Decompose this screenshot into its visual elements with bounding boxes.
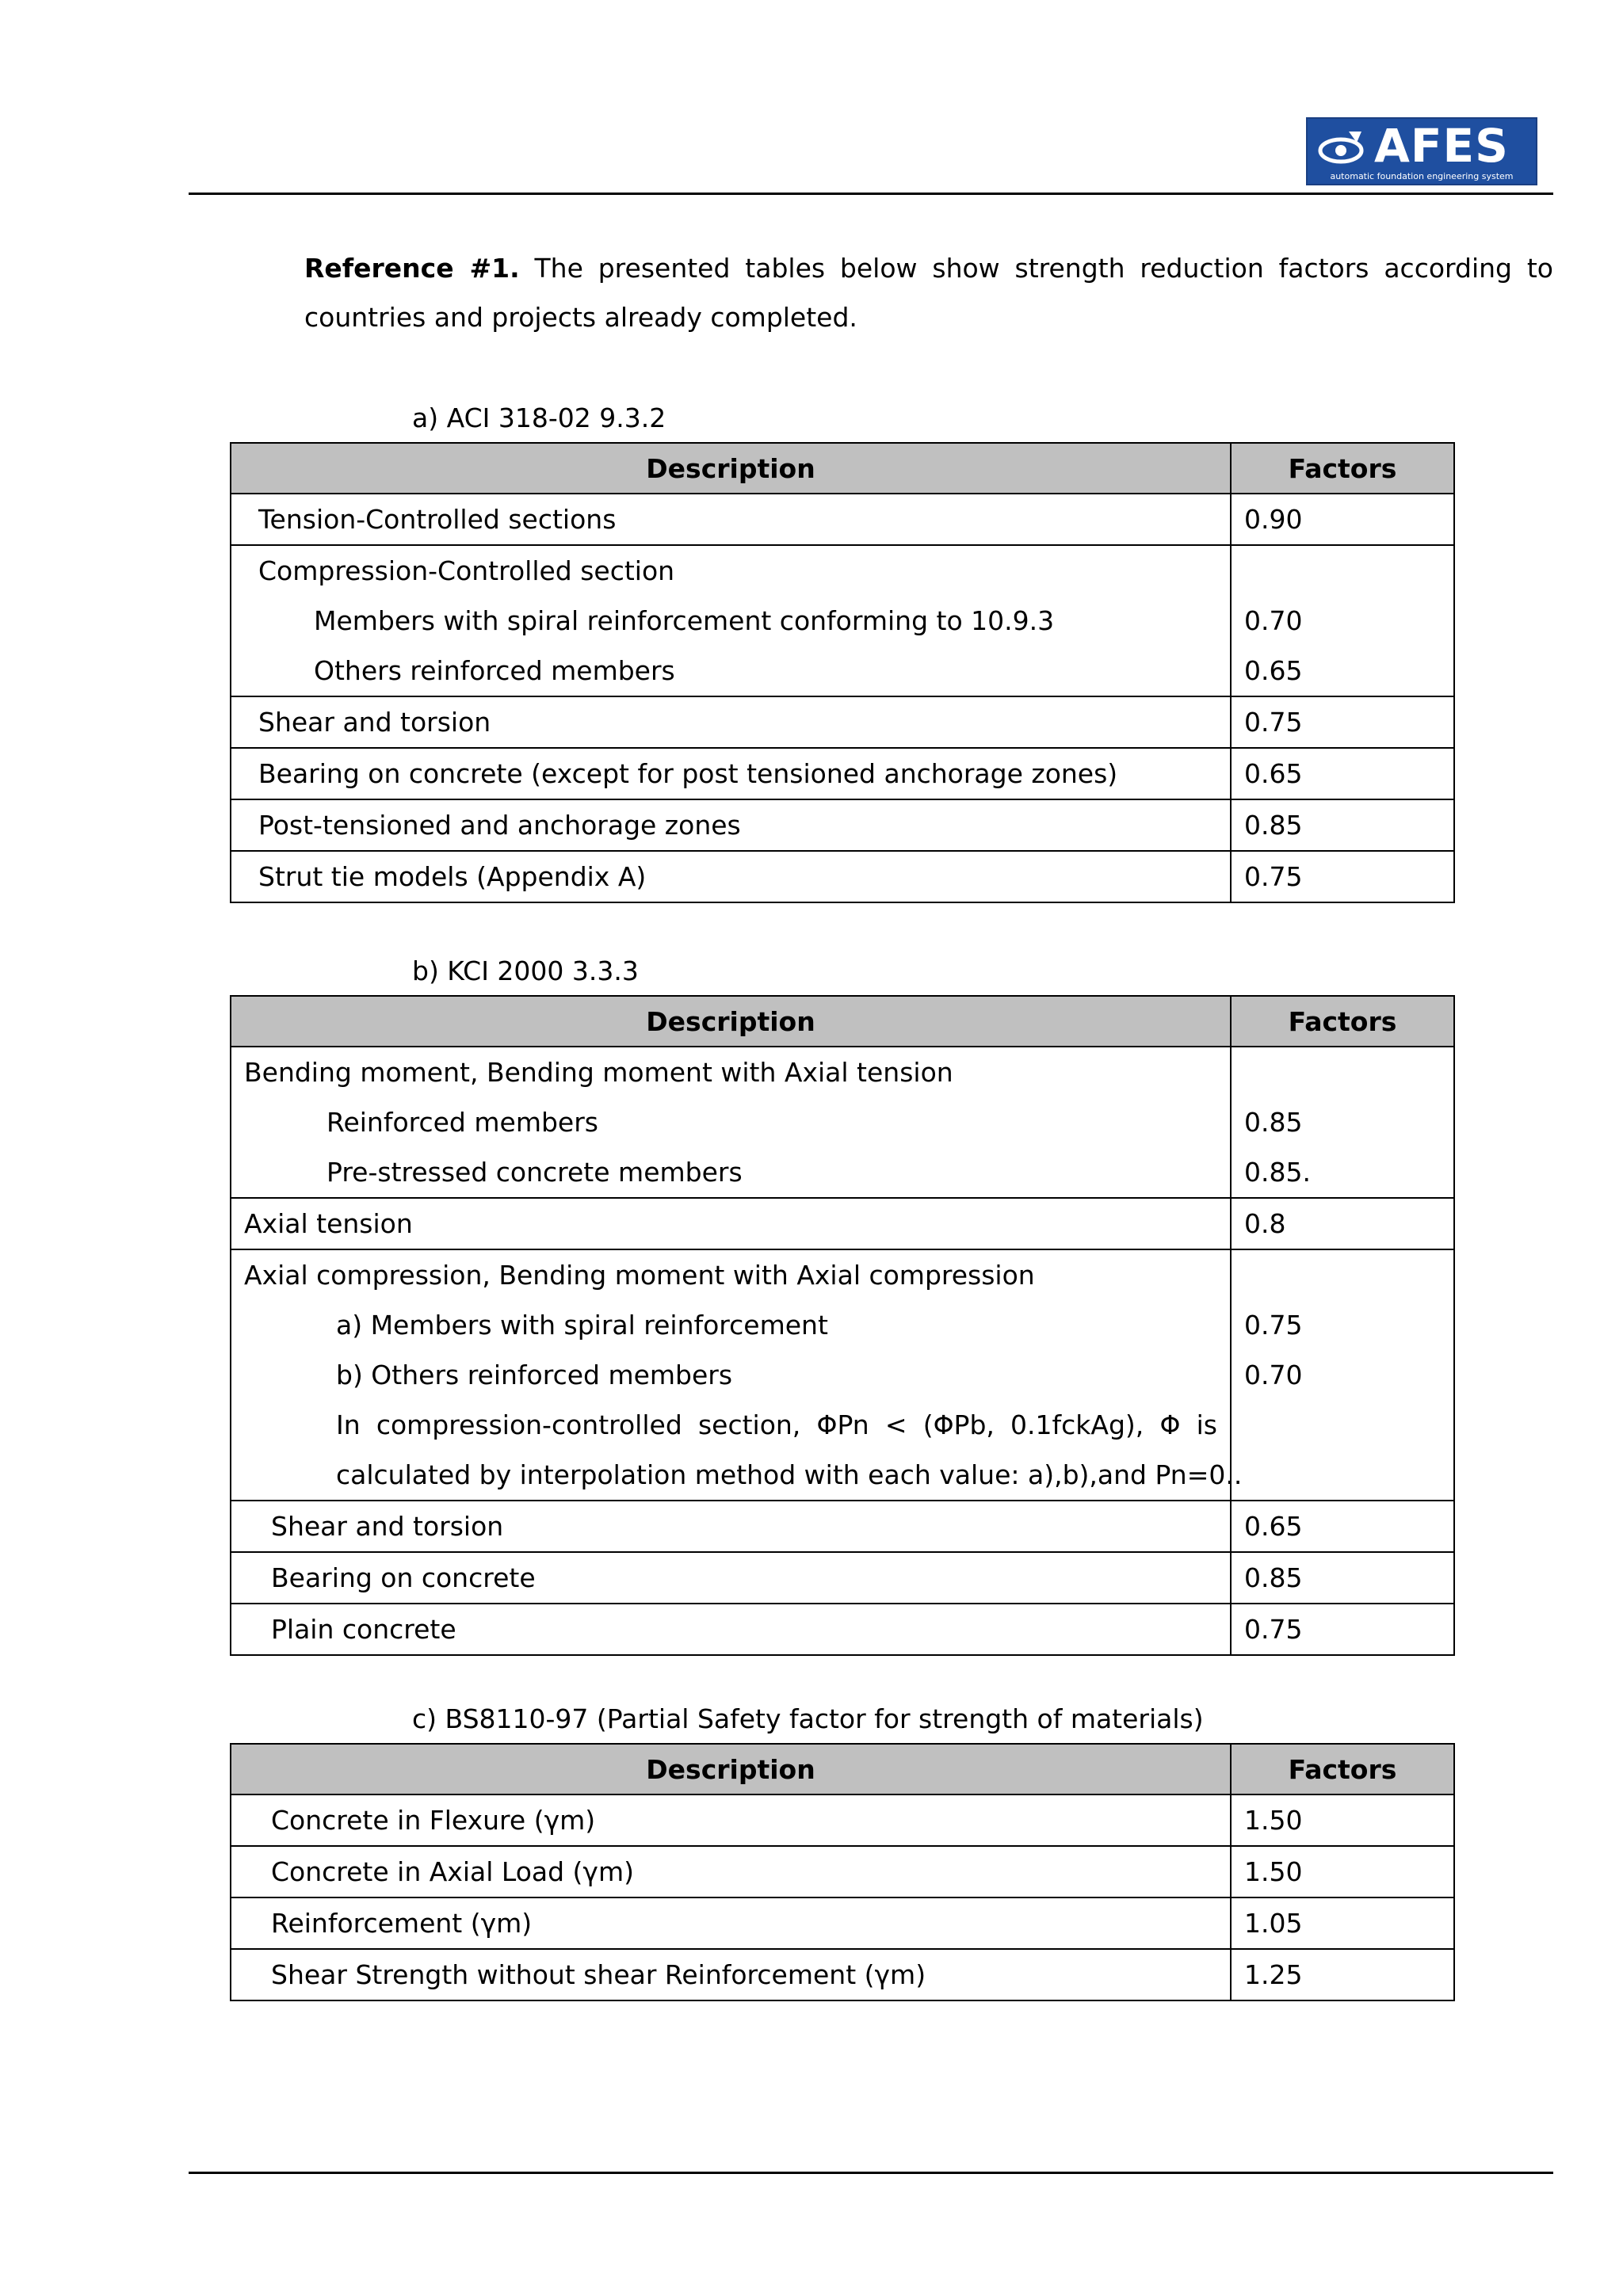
factor-cell: 1.05 [1244,1908,1303,1939]
factor-cell [1244,1047,1453,1097]
description-note: In compression-controlled section, ΦPn < (ΦPb, 0.1fckAg), Φ is [336,1409,1217,1440]
description-cell: Plain concrete [271,1614,456,1645]
description-cell: Axial tension [244,1208,413,1239]
description-cell: Shear Strength without shear Reinforcement (γm) [271,1959,926,1990]
table-row [231,1501,1454,1552]
table-row [231,1846,1454,1897]
table-row [231,545,1454,696]
description-subline: a) Members with spiral reinforcement [336,1310,828,1341]
factor-cell: 0.85 [1244,1562,1303,1593]
factor-cell [1244,1250,1453,1300]
description-cell: Reinforcement (γm) [271,1908,533,1939]
table-row [231,696,1454,748]
factor-cell: 0.70 [1244,1360,1303,1390]
table-row [231,1794,1454,1846]
gear-logo-icon [1317,127,1373,166]
header-rule [189,193,1553,195]
description-subline: Reinforced members [327,1107,598,1138]
description-cell: Strut tie models (Appendix A) [258,861,647,892]
description-subline: Pre-stressed concrete members [327,1157,743,1188]
description-cell: Concrete in Flexure (γm) [271,1805,596,1836]
table-a [230,442,1455,903]
description-cell: Shear and torsion [258,707,491,738]
factor-cell: 0.65 [1244,1511,1303,1542]
footer-rule [189,2172,1553,2174]
table-row [231,494,1454,545]
description-subline: Members with spiral reinforcement conforming to 10.9.3 [314,605,1055,636]
table-row [231,748,1454,799]
factor-cell: 0.85. [1244,1157,1311,1188]
table-row [231,1047,1454,1198]
table-b [230,995,1455,1656]
table-row [231,1604,1454,1655]
column-header-factors: Factors [1231,996,1454,1047]
logo-text: AFES [1374,119,1509,173]
factor-cell: 0.65 [1244,758,1303,789]
description-subline: Others reinforced members [314,655,675,686]
factor-cell: 1.50 [1244,1805,1303,1836]
afes-logo [1306,117,1537,185]
intro-paragraph [304,244,1553,342]
column-header-factors: Factors [1231,1744,1454,1794]
description-cell: Compression-Controlled section [258,555,675,586]
table-row [231,1249,1454,1501]
column-header-factors: Factors [1231,443,1454,494]
column-header-description: Description [231,996,1231,1047]
factor-cell: 0.75 [1244,861,1303,892]
factor-cell: 0.90 [1244,504,1303,535]
factor-cell: 1.50 [1244,1856,1303,1887]
description-subline: b) Others reinforced members [336,1360,733,1390]
table-row [231,799,1454,851]
description-note: calculated by interpolation method with each value: a),b),and Pn=0.. [336,1459,1243,1490]
table-header-row [231,1744,1454,1794]
table-c [230,1743,1455,2001]
column-header-description: Description [231,443,1231,494]
factor-cell: 0.75 [1244,1310,1303,1341]
table-c-caption: c) BS8110-97 (Partial Safety factor for strength of materials) [412,1703,1204,1734]
intro-label: Reference #1. [304,253,520,284]
table-header-row [231,996,1454,1047]
table-row [231,1198,1454,1249]
factor-cell: 1.25 [1244,1959,1303,1990]
factor-cell [1244,546,1453,596]
factor-cell: 0.85 [1244,1107,1303,1138]
table-a-caption: a) ACI 318-02 9.3.2 [412,402,666,433]
column-header-description: Description [231,1744,1231,1794]
table-row [231,1552,1454,1604]
description-cell: Tension-Controlled sections [258,504,617,535]
intro-text: The presented tables below show strength reduction factors according to countries and projects already completed. [304,253,1553,333]
table-row [231,851,1454,902]
table-row [231,1949,1454,2000]
factor-cell [1244,1400,1453,1450]
description-cell: Axial compression, Bending moment with Axial compression [244,1260,1035,1291]
table-header-row [231,443,1454,494]
description-note-line [231,1400,1230,1450]
description-cell: Bearing on concrete [271,1562,536,1593]
description-cell: Shear and torsion [271,1511,504,1542]
factor-cell: 0.65 [1244,655,1303,686]
factor-cell: 0.70 [1244,605,1303,636]
logo-subtitle: automatic foundation engineering system [1330,171,1514,181]
factor-cell: 0.8 [1244,1208,1286,1239]
table-row [231,1897,1454,1949]
factor-cell: 0.85 [1244,810,1303,841]
description-cell: Bending moment, Bending moment with Axial tension [244,1057,953,1088]
factor-cell [1244,1450,1453,1500]
factor-cell: 0.75 [1244,707,1303,738]
description-cell: Bearing on concrete (except for post tensioned anchorage zones) [258,758,1118,789]
description-cell: Concrete in Axial Load (γm) [271,1856,634,1887]
description-cell: Post-tensioned and anchorage zones [258,810,741,841]
factor-cell: 0.75 [1244,1614,1303,1645]
table-b-caption: b) KCI 2000 3.3.3 [412,955,639,986]
